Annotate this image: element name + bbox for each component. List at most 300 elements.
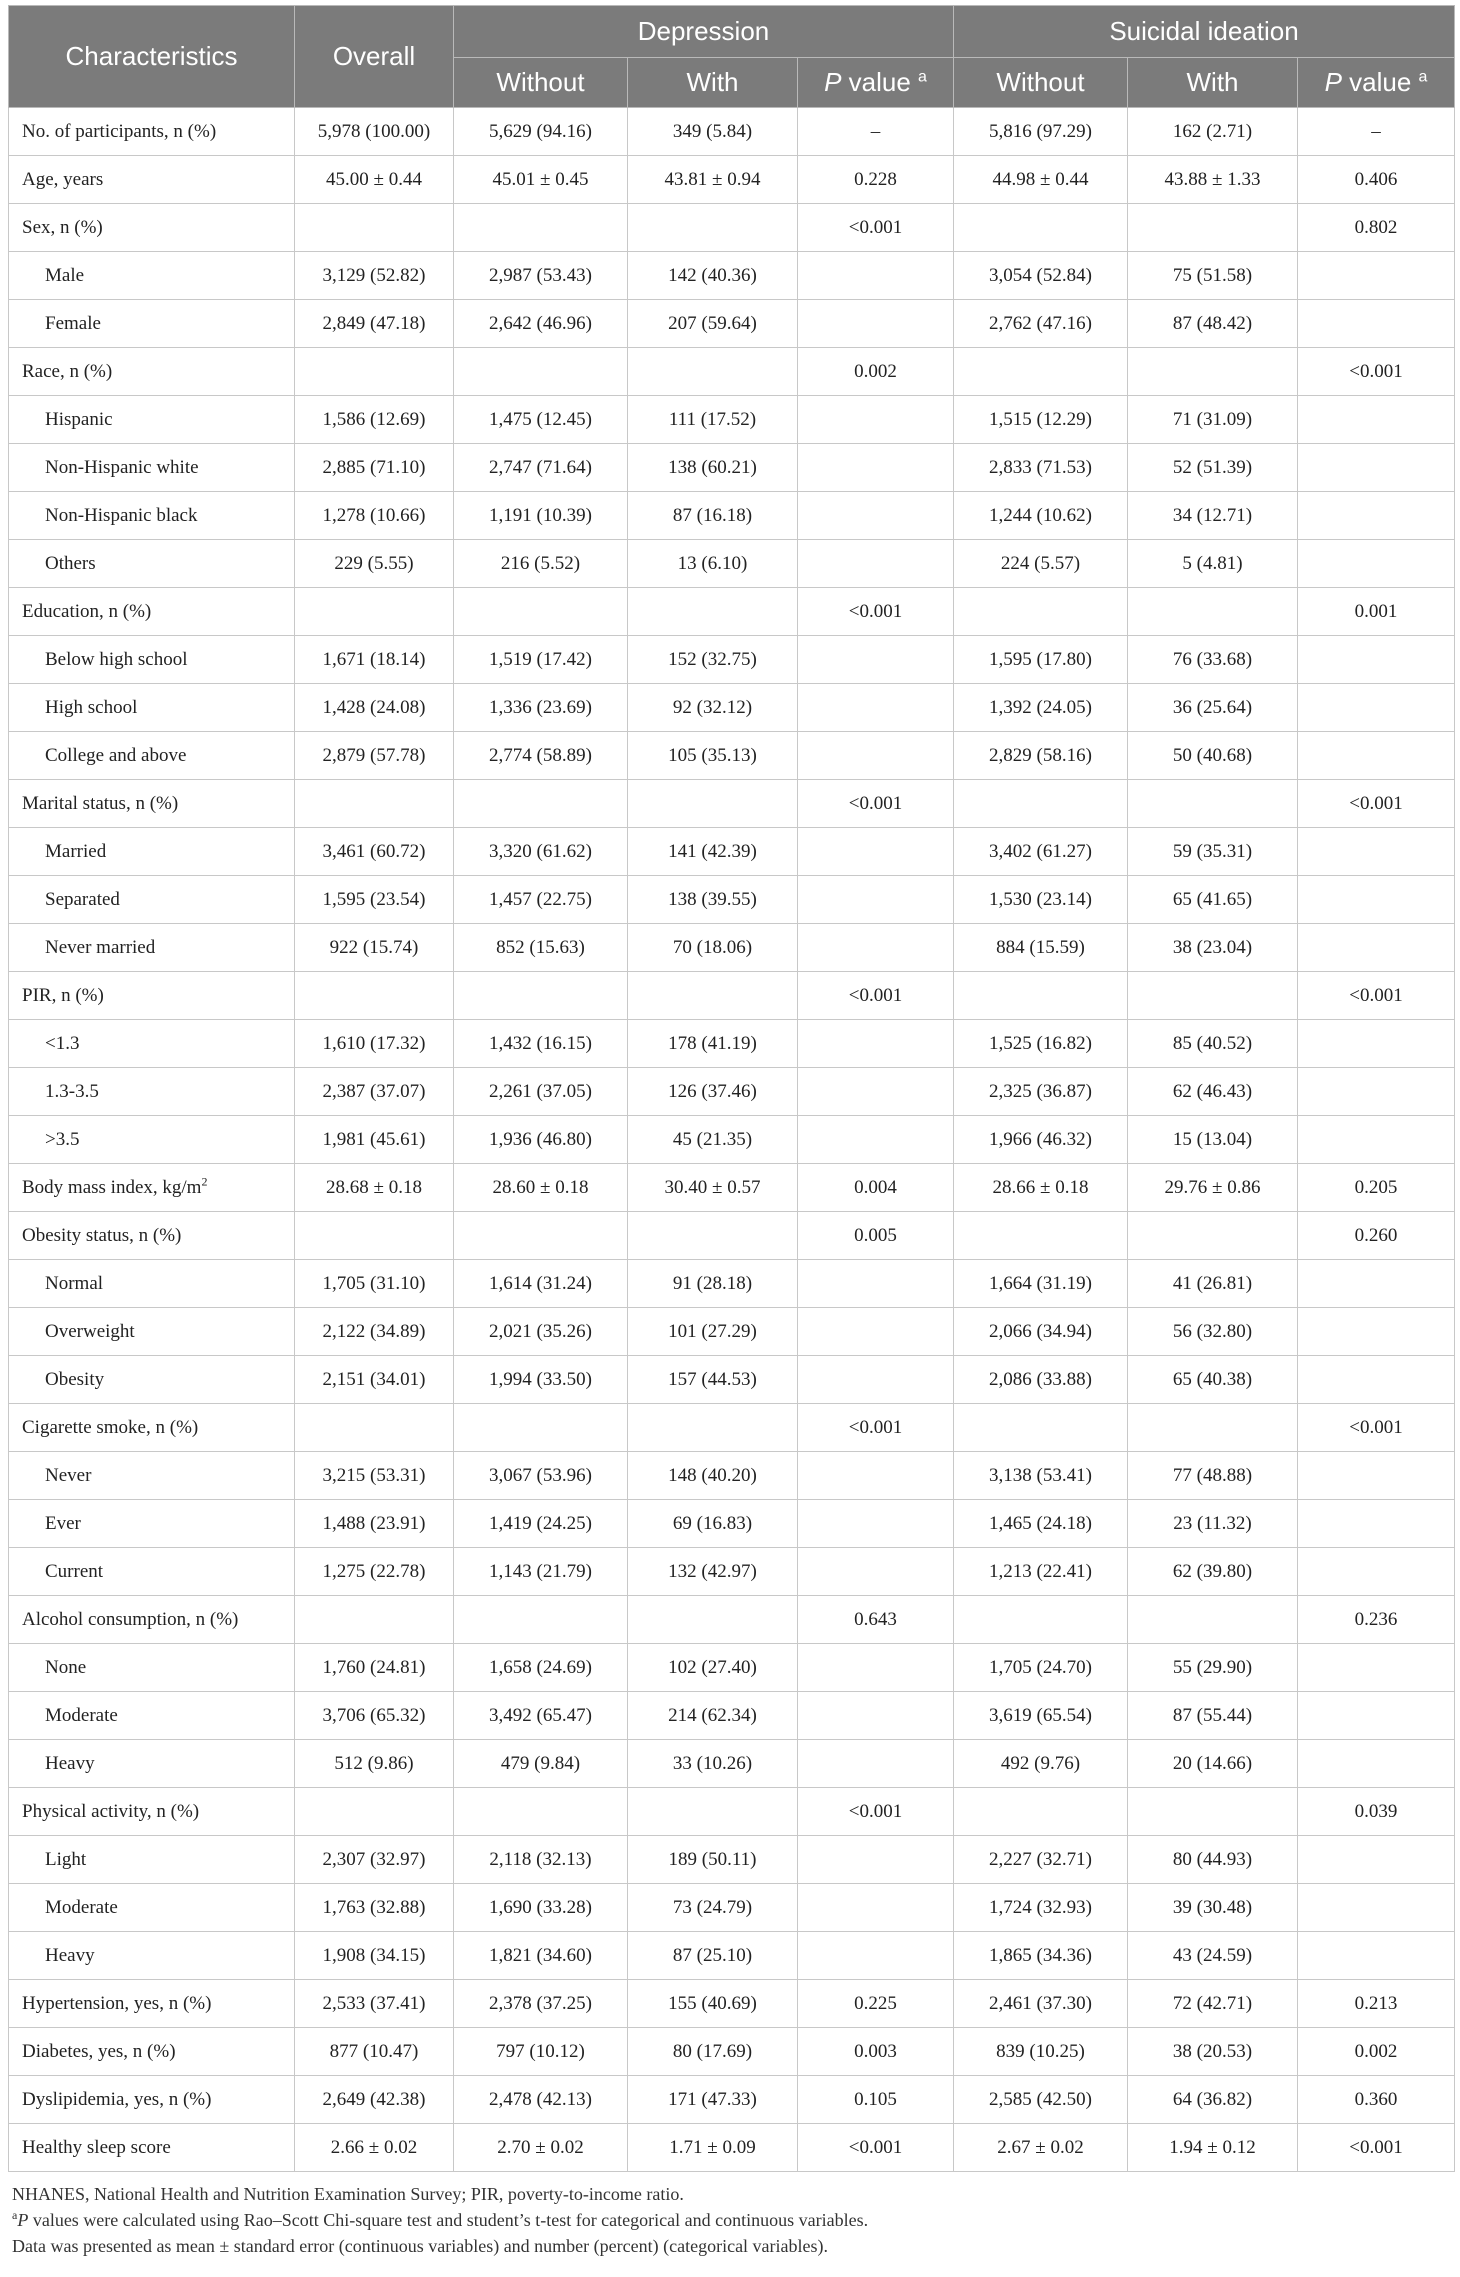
cell-depression-with: 87 (25.10): [628, 1932, 798, 1980]
table-row: [9, 156, 1455, 204]
cell-suicidal-p-value: [1298, 1308, 1455, 1356]
cell-depression-p-value: [798, 1932, 954, 1980]
cell-suicidal-with: 43.88 ± 1.33: [1128, 156, 1298, 204]
cell-suicidal-with: 72 (42.71): [1128, 1980, 1298, 2028]
cell-depression-without: 1,336 (23.69): [454, 684, 628, 732]
cell-depression-p-value: <0.001: [798, 588, 954, 636]
cell-suicidal-without: [954, 972, 1128, 1020]
row-label: Never married: [9, 924, 295, 972]
cell-suicidal-without: [954, 1788, 1128, 1836]
cell-suicidal-p-value: 0.260: [1298, 1212, 1455, 1260]
cell-overall: [295, 204, 454, 252]
table-row: [9, 1500, 1455, 1548]
row-label: Others: [9, 540, 295, 588]
cell-suicidal-without: 1,392 (24.05): [954, 684, 1128, 732]
cell-depression-without: 2,378 (37.25): [454, 1980, 628, 2028]
table-row: [9, 924, 1455, 972]
cell-suicidal-with: 59 (35.31): [1128, 828, 1298, 876]
cell-suicidal-with: 39 (30.48): [1128, 1884, 1298, 1932]
header-depression-p-value: P value $^a$: [798, 58, 954, 108]
cell-suicidal-with: 36 (25.64): [1128, 684, 1298, 732]
row-label: Heavy: [9, 1932, 295, 1980]
cell-depression-with: 349 (5.84): [628, 108, 798, 156]
table-row: [9, 2124, 1455, 2172]
row-label: Diabetes, yes, n (%): [9, 2028, 295, 2076]
row-label: Below high school: [9, 636, 295, 684]
cell-depression-without: [454, 348, 628, 396]
cell-suicidal-without: 1,595 (17.80): [954, 636, 1128, 684]
cell-depression-p-value: 0.643: [798, 1596, 954, 1644]
cell-suicidal-without: 1,515 (12.29): [954, 396, 1128, 444]
cell-depression-without: 1,821 (34.60): [454, 1932, 628, 1980]
cell-depression-p-value: [798, 876, 954, 924]
table-row: [9, 1836, 1455, 1884]
cell-depression-with: 207 (59.64): [628, 300, 798, 348]
row-label: <1.3: [9, 1020, 295, 1068]
cell-suicidal-with: 52 (51.39): [1128, 444, 1298, 492]
cell-suicidal-with: 87 (55.44): [1128, 1692, 1298, 1740]
cell-depression-without: 3,492 (65.47): [454, 1692, 628, 1740]
cell-suicidal-p-value: [1298, 492, 1455, 540]
cell-depression-with: [628, 204, 798, 252]
cell-depression-with: 171 (47.33): [628, 2076, 798, 2124]
cell-depression-without: [454, 1212, 628, 1260]
row-label: None: [9, 1644, 295, 1692]
cell-suicidal-without: 1,465 (24.18): [954, 1500, 1128, 1548]
cell-overall: 2,533 (37.41): [295, 1980, 454, 2028]
cell-suicidal-without: 1,724 (32.93): [954, 1884, 1128, 1932]
cell-suicidal-p-value: <0.001: [1298, 780, 1455, 828]
cell-depression-without: 2,021 (35.26): [454, 1308, 628, 1356]
row-label: Moderate: [9, 1884, 295, 1932]
table-row: [9, 1068, 1455, 1116]
cell-suicidal-p-value: [1298, 540, 1455, 588]
cell-suicidal-without: 3,054 (52.84): [954, 252, 1128, 300]
cell-depression-with: [628, 1212, 798, 1260]
cell-suicidal-without: 1,530 (23.14): [954, 876, 1128, 924]
table-row: [9, 1788, 1455, 1836]
cell-depression-with: [628, 348, 798, 396]
cell-depression-with: 105 (35.13): [628, 732, 798, 780]
table-row: [9, 348, 1455, 396]
row-label: Moderate: [9, 1692, 295, 1740]
cell-suicidal-without: 2.67 ± 0.02: [954, 2124, 1128, 2172]
cell-suicidal-without: [954, 780, 1128, 828]
header-depression-with: With: [628, 58, 798, 108]
table-row: [9, 2028, 1455, 2076]
row-label: Obesity status, n (%): [9, 1212, 295, 1260]
row-label: Cigarette smoke, n (%): [9, 1404, 295, 1452]
cell-depression-p-value: 0.005: [798, 1212, 954, 1260]
header-suicidal-p-value: P value $^a$: [1298, 58, 1455, 108]
cell-depression-with: 148 (40.20): [628, 1452, 798, 1500]
row-label: Physical activity, n (%): [9, 1788, 295, 1836]
row-label: Male: [9, 252, 295, 300]
footnote-a: $^a$P values were calculated using Rao–Scott Chi-square test and student’s t-test for categorical and continuous variables.: [12, 2208, 869, 2230]
cell-suicidal-p-value: [1298, 1020, 1455, 1068]
cell-depression-with: 43.81 ± 0.94: [628, 156, 798, 204]
cell-suicidal-without: 2,461 (37.30): [954, 1980, 1128, 2028]
cell-depression-without: 1,143 (21.79): [454, 1548, 628, 1596]
row-label: Normal: [9, 1260, 295, 1308]
table-row: [9, 1884, 1455, 1932]
table-row: [9, 1308, 1455, 1356]
cell-suicidal-without: 2,833 (71.53): [954, 444, 1128, 492]
table-row: [9, 588, 1455, 636]
table-row: [9, 1212, 1455, 1260]
row-label: Hypertension, yes, n (%): [9, 1980, 295, 2028]
cell-depression-without: 1,419 (24.25): [454, 1500, 628, 1548]
table-row: [9, 636, 1455, 684]
cell-depression-with: 70 (18.06): [628, 924, 798, 972]
cell-suicidal-with: [1128, 972, 1298, 1020]
cell-suicidal-without: 2,585 (42.50): [954, 2076, 1128, 2124]
cell-suicidal-without: [954, 1404, 1128, 1452]
cell-overall: 1,275 (22.78): [295, 1548, 454, 1596]
cell-depression-p-value: [798, 1068, 954, 1116]
cell-depression-with: [628, 1788, 798, 1836]
cell-overall: 1,610 (17.32): [295, 1020, 454, 1068]
cell-suicidal-p-value: <0.001: [1298, 2124, 1455, 2172]
cell-suicidal-with: 34 (12.71): [1128, 492, 1298, 540]
cell-depression-p-value: [798, 1020, 954, 1068]
row-label: >3.5: [9, 1116, 295, 1164]
cell-suicidal-p-value: [1298, 1740, 1455, 1788]
cell-depression-without: [454, 1596, 628, 1644]
row-label: Non-Hispanic white: [9, 444, 295, 492]
cell-suicidal-with: 87 (48.42): [1128, 300, 1298, 348]
cell-suicidal-p-value: <0.001: [1298, 348, 1455, 396]
row-label: PIR, n (%): [9, 972, 295, 1020]
table-body: [9, 108, 1455, 2172]
cell-overall: 1,705 (31.10): [295, 1260, 454, 1308]
cell-depression-p-value: [798, 1644, 954, 1692]
cell-depression-without: 1,432 (16.15): [454, 1020, 628, 1068]
table-row: [9, 780, 1455, 828]
cell-depression-without: [454, 588, 628, 636]
table-row: [9, 204, 1455, 252]
cell-depression-p-value: [798, 636, 954, 684]
cell-suicidal-p-value: 0.802: [1298, 204, 1455, 252]
table-row: [9, 492, 1455, 540]
cell-depression-p-value: 0.225: [798, 1980, 954, 2028]
cell-suicidal-with: 85 (40.52): [1128, 1020, 1298, 1068]
header-suicidal-ideation: Suicidal ideation: [954, 6, 1455, 58]
row-label: Married: [9, 828, 295, 876]
cell-overall: 1,760 (24.81): [295, 1644, 454, 1692]
cell-depression-without: 852 (15.63): [454, 924, 628, 972]
cell-suicidal-p-value: [1298, 1836, 1455, 1884]
cell-depression-with: 1.71 ± 0.09: [628, 2124, 798, 2172]
cell-suicidal-without: 2,227 (32.71): [954, 1836, 1128, 1884]
cell-depression-with: 33 (10.26): [628, 1740, 798, 1788]
cell-depression-p-value: 0.105: [798, 2076, 954, 2124]
table-row: [9, 108, 1455, 156]
cell-depression-p-value: [798, 300, 954, 348]
cell-depression-without: 45.01 ± 0.45: [454, 156, 628, 204]
cell-depression-p-value: [798, 924, 954, 972]
cell-suicidal-without: 2,762 (47.16): [954, 300, 1128, 348]
cell-depression-p-value: [798, 828, 954, 876]
cell-suicidal-with: 64 (36.82): [1128, 2076, 1298, 2124]
cell-suicidal-with: 15 (13.04): [1128, 1116, 1298, 1164]
cell-suicidal-with: 162 (2.71): [1128, 108, 1298, 156]
header-overall: Overall: [295, 6, 454, 108]
cell-overall: 1,586 (12.69): [295, 396, 454, 444]
cell-overall: 3,706 (65.32): [295, 1692, 454, 1740]
cell-depression-p-value: [798, 492, 954, 540]
cell-depression-p-value: 0.004: [798, 1164, 954, 1212]
cell-suicidal-without: 1,865 (34.36): [954, 1932, 1128, 1980]
cell-overall: 1,763 (32.88): [295, 1884, 454, 1932]
cell-depression-without: 797 (10.12): [454, 2028, 628, 2076]
cell-suicidal-without: 3,138 (53.41): [954, 1452, 1128, 1500]
table-row: [9, 684, 1455, 732]
cell-depression-with: 111 (17.52): [628, 396, 798, 444]
cell-depression-with: 91 (28.18): [628, 1260, 798, 1308]
table-row: [9, 2076, 1455, 2124]
row-label: Overweight: [9, 1308, 295, 1356]
cell-depression-without: 1,614 (31.24): [454, 1260, 628, 1308]
cell-overall: [295, 972, 454, 1020]
cell-suicidal-without: 2,066 (34.94): [954, 1308, 1128, 1356]
row-label: Separated: [9, 876, 295, 924]
cell-depression-with: 45 (21.35): [628, 1116, 798, 1164]
cell-suicidal-with: 76 (33.68): [1128, 636, 1298, 684]
row-label: Light: [9, 1836, 295, 1884]
cell-depression-with: 141 (42.39): [628, 828, 798, 876]
cell-suicidal-with: 50 (40.68): [1128, 732, 1298, 780]
cell-depression-without: 2,261 (37.05): [454, 1068, 628, 1116]
cell-overall: [295, 1788, 454, 1836]
cell-depression-with: 30.40 ± 0.57: [628, 1164, 798, 1212]
table-row: [9, 1020, 1455, 1068]
cell-depression-p-value: [798, 1836, 954, 1884]
cell-suicidal-p-value: [1298, 876, 1455, 924]
cell-depression-without: 1,475 (12.45): [454, 396, 628, 444]
cell-depression-p-value: <0.001: [798, 1404, 954, 1452]
row-label: Sex, n (%): [9, 204, 295, 252]
cell-depression-without: [454, 204, 628, 252]
cell-overall: [295, 1212, 454, 1260]
characteristics-table: [8, 5, 1455, 2172]
table-row: [9, 1260, 1455, 1308]
cell-depression-with: 138 (60.21): [628, 444, 798, 492]
cell-depression-with: 69 (16.83): [628, 1500, 798, 1548]
cell-depression-p-value: [798, 1116, 954, 1164]
cell-depression-with: 138 (39.55): [628, 876, 798, 924]
cell-depression-with: 126 (37.46): [628, 1068, 798, 1116]
cell-suicidal-with: 43 (24.59): [1128, 1932, 1298, 1980]
cell-overall: 3,461 (60.72): [295, 828, 454, 876]
cell-suicidal-p-value: [1298, 1452, 1455, 1500]
cell-overall: 3,129 (52.82): [295, 252, 454, 300]
cell-suicidal-p-value: <0.001: [1298, 972, 1455, 1020]
cell-overall: 1,908 (34.15): [295, 1932, 454, 1980]
cell-suicidal-with: 23 (11.32): [1128, 1500, 1298, 1548]
row-label: Never: [9, 1452, 295, 1500]
table-row: [9, 1548, 1455, 1596]
cell-suicidal-p-value: 0.039: [1298, 1788, 1455, 1836]
row-label: Ever: [9, 1500, 295, 1548]
cell-depression-p-value: <0.001: [798, 2124, 954, 2172]
footnote-abbreviations: NHANES, National Health and Nutrition Examination Survey; PIR, poverty-to-income ratio.: [12, 2184, 684, 2204]
cell-suicidal-p-value: [1298, 828, 1455, 876]
cell-depression-p-value: <0.001: [798, 1788, 954, 1836]
row-label: No. of participants, n (%): [9, 108, 295, 156]
cell-suicidal-without: [954, 348, 1128, 396]
cell-overall: 922 (15.74): [295, 924, 454, 972]
cell-overall: 2,849 (47.18): [295, 300, 454, 348]
cell-overall: [295, 348, 454, 396]
cell-overall: 2,649 (42.38): [295, 2076, 454, 2124]
cell-suicidal-p-value: 0.002: [1298, 2028, 1455, 2076]
cell-suicidal-without: [954, 1596, 1128, 1644]
cell-depression-with: 80 (17.69): [628, 2028, 798, 2076]
cell-depression-with: 102 (27.40): [628, 1644, 798, 1692]
cell-suicidal-without: [954, 588, 1128, 636]
row-label: Race, n (%): [9, 348, 295, 396]
cell-suicidal-with: 62 (39.80): [1128, 1548, 1298, 1596]
cell-suicidal-with: 1.94 ± 0.12: [1128, 2124, 1298, 2172]
cell-suicidal-without: 224 (5.57): [954, 540, 1128, 588]
cell-depression-p-value: [798, 1260, 954, 1308]
cell-overall: 28.68 ± 0.18: [295, 1164, 454, 1212]
cell-overall: 229 (5.55): [295, 540, 454, 588]
table-row: [9, 876, 1455, 924]
row-label: 1.3-3.5: [9, 1068, 295, 1116]
cell-depression-with: 73 (24.79): [628, 1884, 798, 1932]
document: [8, 5, 1454, 2259]
row-label: Age, years: [9, 156, 295, 204]
cell-suicidal-with: 5 (4.81): [1128, 540, 1298, 588]
cell-depression-without: 479 (9.84): [454, 1740, 628, 1788]
cell-suicidal-p-value: [1298, 636, 1455, 684]
cell-suicidal-p-value: [1298, 732, 1455, 780]
cell-suicidal-p-value: [1298, 1692, 1455, 1740]
cell-overall: 1,595 (23.54): [295, 876, 454, 924]
cell-depression-without: 1,994 (33.50): [454, 1356, 628, 1404]
cell-depression-with: [628, 1404, 798, 1452]
header-suicidal-with: With: [1128, 58, 1298, 108]
cell-depression-without: 1,457 (22.75): [454, 876, 628, 924]
cell-depression-with: 152 (32.75): [628, 636, 798, 684]
header-suicidal-without: Without: [954, 58, 1128, 108]
cell-suicidal-without: 44.98 ± 0.44: [954, 156, 1128, 204]
cell-suicidal-with: [1128, 204, 1298, 252]
row-label: Heavy: [9, 1740, 295, 1788]
cell-suicidal-with: 38 (20.53): [1128, 2028, 1298, 2076]
table-row: [9, 1980, 1455, 2028]
cell-suicidal-with: 56 (32.80): [1128, 1308, 1298, 1356]
cell-suicidal-without: 5,816 (97.29): [954, 108, 1128, 156]
cell-overall: 1,278 (10.66): [295, 492, 454, 540]
cell-depression-without: 1,690 (33.28): [454, 1884, 628, 1932]
cell-suicidal-without: 492 (9.76): [954, 1740, 1128, 1788]
cell-suicidal-p-value: [1298, 1644, 1455, 1692]
cell-overall: 3,215 (53.31): [295, 1452, 454, 1500]
cell-suicidal-p-value: [1298, 1260, 1455, 1308]
cell-overall: 2,879 (57.78): [295, 732, 454, 780]
cell-suicidal-with: [1128, 348, 1298, 396]
cell-suicidal-with: [1128, 588, 1298, 636]
cell-depression-without: 2,774 (58.89): [454, 732, 628, 780]
footnote-data-presentation: Data was presented as mean ± standard error (continuous variables) and number (percent) (categorical variables).: [12, 2236, 829, 2256]
cell-overall: 2,307 (32.97): [295, 1836, 454, 1884]
cell-depression-p-value: [798, 252, 954, 300]
cell-depression-without: 3,067 (53.96): [454, 1452, 628, 1500]
cell-suicidal-p-value: [1298, 684, 1455, 732]
cell-suicidal-with: [1128, 780, 1298, 828]
cell-suicidal-with: 65 (40.38): [1128, 1356, 1298, 1404]
table-row: [9, 300, 1455, 348]
cell-suicidal-with: 41 (26.81): [1128, 1260, 1298, 1308]
cell-depression-without: 3,320 (61.62): [454, 828, 628, 876]
cell-depression-p-value: 0.228: [798, 156, 954, 204]
cell-suicidal-without: 2,086 (33.88): [954, 1356, 1128, 1404]
cell-depression-p-value: [798, 540, 954, 588]
cell-overall: [295, 1596, 454, 1644]
cell-suicidal-without: 1,705 (24.70): [954, 1644, 1128, 1692]
table-row: [9, 732, 1455, 780]
cell-suicidal-p-value: [1298, 1068, 1455, 1116]
cell-suicidal-without: 1,664 (31.19): [954, 1260, 1128, 1308]
cell-suicidal-with: [1128, 1788, 1298, 1836]
cell-suicidal-p-value: [1298, 1548, 1455, 1596]
cell-suicidal-with: 65 (41.65): [1128, 876, 1298, 924]
cell-suicidal-without: 2,325 (36.87): [954, 1068, 1128, 1116]
cell-depression-p-value: [798, 732, 954, 780]
cell-suicidal-p-value: 0.360: [1298, 2076, 1455, 2124]
table-row: [9, 972, 1455, 1020]
cell-overall: 2,387 (37.07): [295, 1068, 454, 1116]
cell-suicidal-with: 62 (46.43): [1128, 1068, 1298, 1116]
cell-suicidal-p-value: –: [1298, 108, 1455, 156]
cell-depression-p-value: [798, 1308, 954, 1356]
row-label: Dyslipidemia, yes, n (%): [9, 2076, 295, 2124]
cell-depression-p-value: <0.001: [798, 204, 954, 252]
cell-suicidal-p-value: [1298, 1884, 1455, 1932]
cell-depression-without: 2.70 ± 0.02: [454, 2124, 628, 2172]
cell-depression-without: [454, 972, 628, 1020]
cell-depression-without: 2,642 (46.96): [454, 300, 628, 348]
cell-suicidal-p-value: [1298, 924, 1455, 972]
cell-depression-with: 132 (42.97): [628, 1548, 798, 1596]
cell-overall: [295, 588, 454, 636]
cell-suicidal-p-value: [1298, 300, 1455, 348]
cell-suicidal-without: 839 (10.25): [954, 2028, 1128, 2076]
cell-depression-p-value: [798, 1884, 954, 1932]
cell-suicidal-p-value: [1298, 252, 1455, 300]
cell-suicidal-with: 75 (51.58): [1128, 252, 1298, 300]
cell-overall: 1,981 (45.61): [295, 1116, 454, 1164]
row-label: Female: [9, 300, 295, 348]
cell-depression-without: [454, 780, 628, 828]
cell-depression-with: 157 (44.53): [628, 1356, 798, 1404]
cell-suicidal-with: 55 (29.90): [1128, 1644, 1298, 1692]
cell-overall: 5,978 (100.00): [295, 108, 454, 156]
cell-depression-without: 1,658 (24.69): [454, 1644, 628, 1692]
cell-depression-without: 28.60 ± 0.18: [454, 1164, 628, 1212]
row-label: Healthy sleep score: [9, 2124, 295, 2172]
cell-overall: 2,122 (34.89): [295, 1308, 454, 1356]
cell-overall: 1,671 (18.14): [295, 636, 454, 684]
header-depression-without: Without: [454, 58, 628, 108]
cell-depression-p-value: [798, 1740, 954, 1788]
cell-depression-without: [454, 1404, 628, 1452]
cell-overall: [295, 780, 454, 828]
row-label: Alcohol consumption, n (%): [9, 1596, 295, 1644]
